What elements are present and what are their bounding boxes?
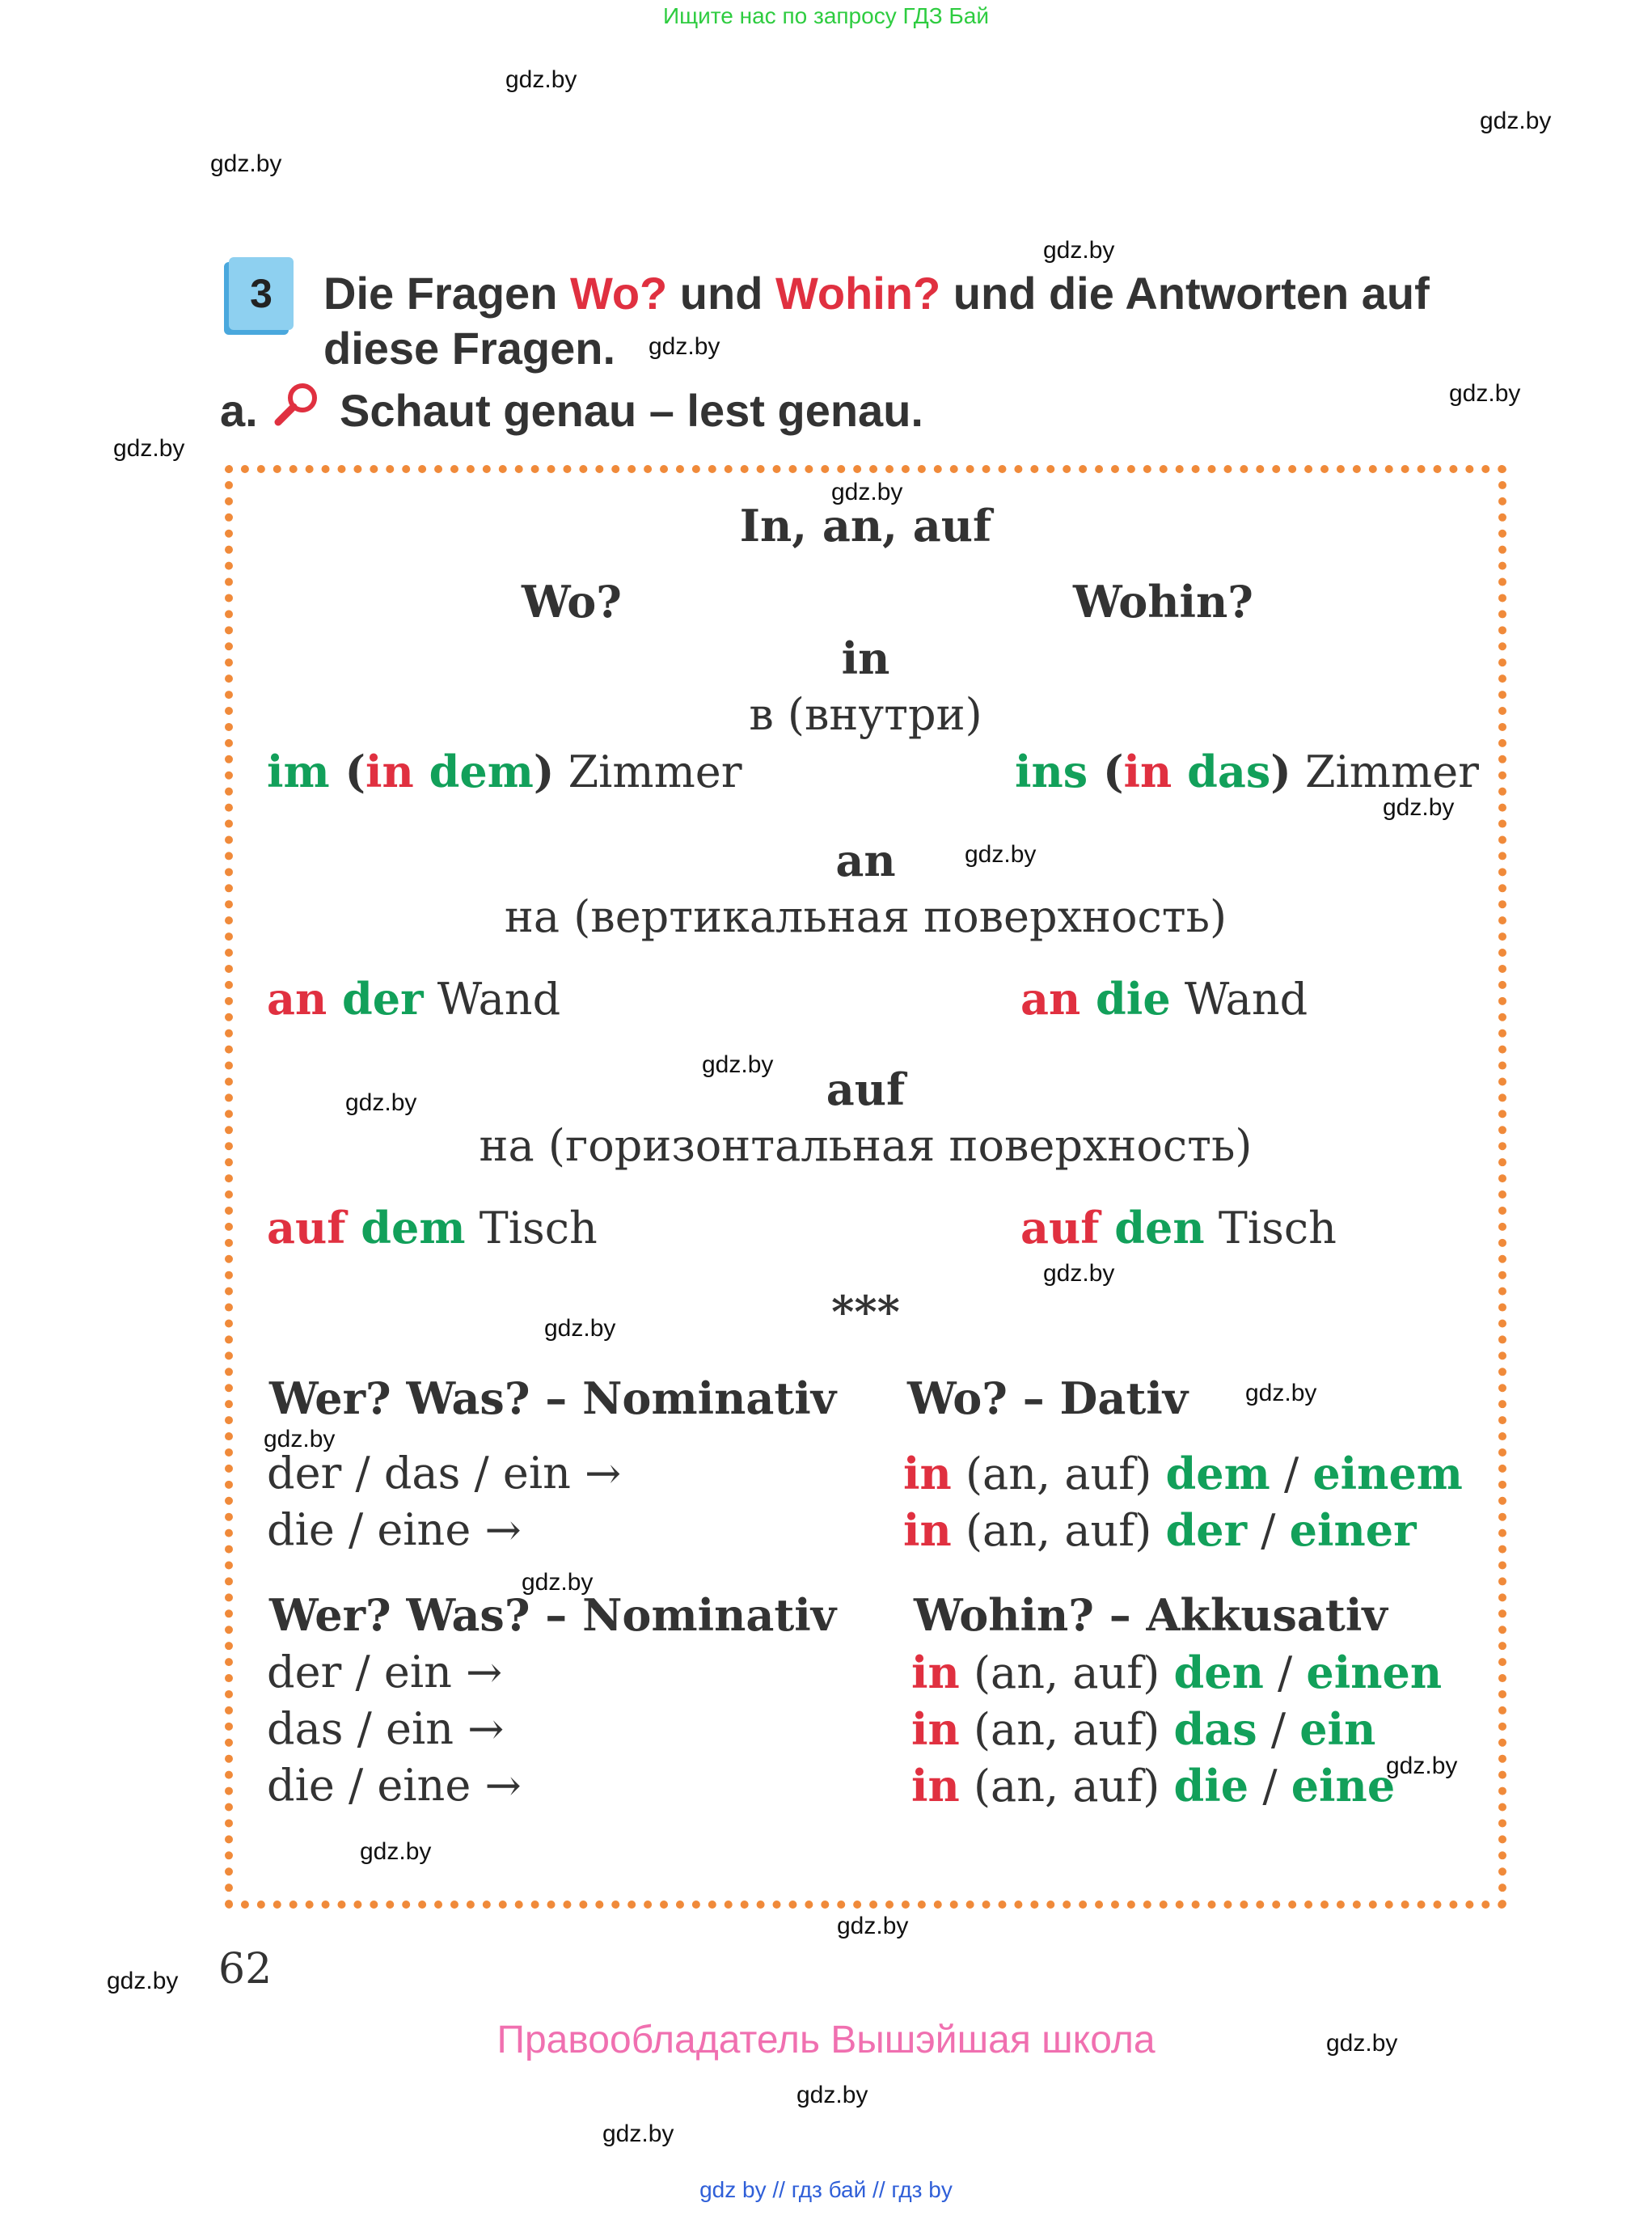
bottom-links: gdz by // гдз бай // гдз by <box>699 2177 953 2202</box>
watermark: gdz.by <box>602 2120 674 2147</box>
prep-auf: auf <box>826 1063 906 1115</box>
column-wohin: Wohin? <box>1073 576 1253 628</box>
akkusativ-heading: Wohin? – Akkusativ <box>914 1589 1388 1641</box>
watermark: gdz.by <box>264 1426 336 1452</box>
exercise-title: Die Fragen Wo? und Wohin? und die Antworten auf <box>323 268 1430 319</box>
copyright-notice: Правообладатель Вышэйшая школа <box>496 2019 1156 2061</box>
prep-auf-meaning: на (горизонтальная поверхность) <box>479 1120 1253 1171</box>
nominativ-row: das / ein → <box>267 1703 505 1754</box>
watermark: gdz.by <box>1043 237 1115 264</box>
watermark: gdz.by <box>1245 1380 1317 1406</box>
nominativ-row: der / ein → <box>267 1647 503 1698</box>
example-wohin-auf: auf den Tisch <box>1020 1202 1337 1254</box>
nominativ-row: die / eine → <box>267 1504 522 1555</box>
prep-an: an <box>835 835 896 886</box>
example-wo-an: an der Wand <box>267 973 561 1025</box>
watermark: gdz.by <box>649 333 720 360</box>
watermark: gdz.by <box>210 150 282 177</box>
nominativ-row: der / das / ein → <box>267 1448 622 1499</box>
nominativ-heading-1: Wer? Was? – Nominativ <box>269 1372 837 1424</box>
column-wo: Wo? <box>522 576 622 628</box>
magnifier-icon <box>273 380 322 429</box>
watermark: gdz.by <box>702 1051 774 1078</box>
nominativ-heading-2: Wer? Was? – Nominativ <box>269 1589 837 1641</box>
subtask-letter: a. <box>220 385 258 436</box>
watermark: gdz.by <box>1326 2030 1398 2057</box>
watermark: gdz.by <box>831 479 903 505</box>
watermark: gdz.by <box>1043 1260 1115 1287</box>
prep-an-meaning: на (вертикальная поверхность) <box>504 891 1227 942</box>
watermark: gdz.by <box>1449 380 1521 407</box>
separator-stars: *** <box>831 1286 900 1338</box>
watermark: gdz.by <box>360 1838 432 1865</box>
link-gdz-bai[interactable]: гдз бай <box>791 2177 867 2202</box>
link-gdz-by[interactable]: gdz by <box>699 2177 767 2202</box>
watermark: gdz.by <box>1480 108 1552 134</box>
top-search-link[interactable]: Ищите нас по запросу ГДЗ Бай <box>662 3 990 28</box>
watermark: gdz.by <box>837 1913 909 1939</box>
dativ-row: in (an, auf) der / einer <box>903 1504 1417 1556</box>
watermark: gdz.by <box>505 66 577 93</box>
watermark: gdz.by <box>544 1315 616 1342</box>
watermark: gdz.by <box>107 1968 179 1994</box>
watermark: gdz.by <box>1383 794 1455 821</box>
example-wohin-an: an die Wand <box>1020 973 1308 1025</box>
example-wohin-in: ins (in das) Zimmer <box>1015 746 1479 797</box>
box-heading: In, an, auf <box>739 500 992 552</box>
prep-in-meaning: в (внутри) <box>749 689 982 740</box>
dativ-heading: Wo? – Dativ <box>907 1372 1189 1424</box>
akkusativ-row: in (an, auf) das / ein <box>911 1703 1376 1755</box>
watermark: gdz.by <box>345 1089 417 1116</box>
example-wo-auf: auf dem Tisch <box>267 1202 598 1254</box>
example-wo-in: im (in dem) Zimmer <box>267 746 742 797</box>
akkusativ-row: in (an, auf) die / eine <box>911 1760 1396 1812</box>
exercise-number: 3 <box>229 257 294 330</box>
watermark: gdz.by <box>796 2082 868 2108</box>
nominativ-row: die / eine → <box>267 1760 522 1811</box>
dativ-row: in (an, auf) dem / einem <box>903 1448 1463 1499</box>
watermark: gdz.by <box>1386 1753 1458 1779</box>
link-gdz-by-ru[interactable]: гдз by <box>891 2177 953 2202</box>
exercise-title-line2: diese Fragen. <box>323 323 616 374</box>
watermark: gdz.by <box>522 1569 594 1596</box>
watermark: gdz.by <box>113 435 185 462</box>
page-number: 62 <box>218 1945 273 1994</box>
subtask-text: Schaut genau – lest genau. <box>340 385 923 436</box>
watermark: gdz.by <box>965 841 1037 868</box>
prep-in: in <box>841 632 890 684</box>
akkusativ-row: in (an, auf) den / einen <box>911 1647 1443 1698</box>
